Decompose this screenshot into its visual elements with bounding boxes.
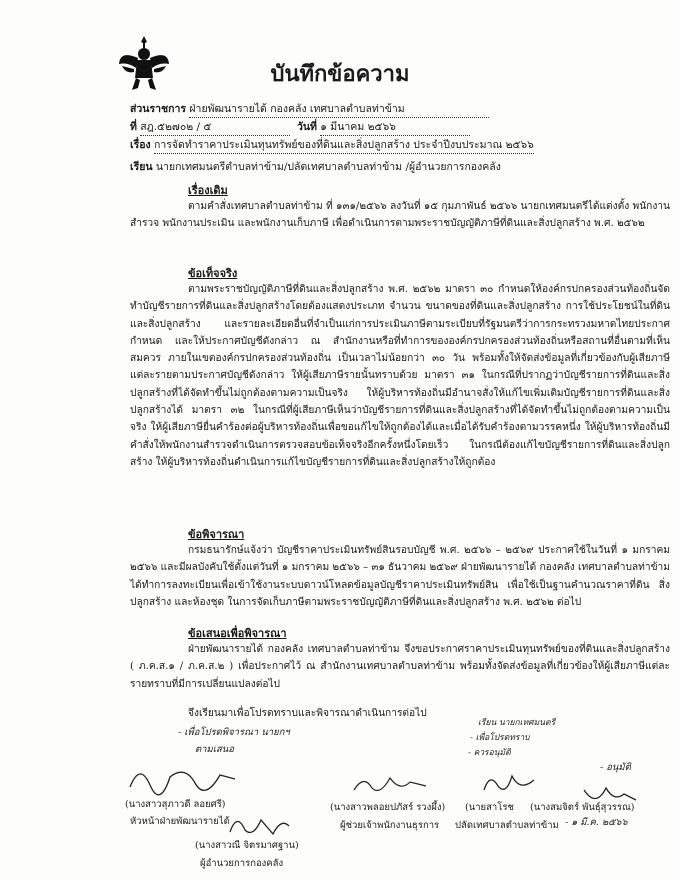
mayor-name: (นางสมจิตร์ พันธุ์สุวรรณ) xyxy=(530,802,635,813)
to-label: เรียน xyxy=(130,161,153,173)
background-text: ตามคำสั่งเทศบาลตำบลท่าข้าม ที่ ๑๓๑/๒๕๖๖ ลงวันที่ ๑๕ กุมภาพันธ์ ๒๕๖๖ นายกเทศมนตรีได้แต่งตั้ง พนักงานสำรวจ พนักงานประเมิน และพนักงานเก็บภาษี เพื่อดำเนินการตามพระราชบัญญัติภาษีที่ดินและสิ่งปลูกสร้าง พ.ศ. ๒๕๖๒ xyxy=(130,201,670,230)
deputy-name: (นายสาโรช xyxy=(465,802,514,813)
handwritten-note-for-info: - เพื่อโปรดทราบ xyxy=(470,733,530,743)
consideration-heading: ข้อพิจารณา xyxy=(188,528,245,541)
handwritten-note-dear-mayor: เรียน นายกเทศมนตรี xyxy=(478,718,556,728)
officer-name: (นางสาวพลอยปภัสร์ รวงผึ้ง) xyxy=(330,802,446,813)
facts-text: ตามพระราชบัญญัติภาษีที่ดินและสิ่งปลูกสร้าง พ.ศ. ๒๕๖๒ มาตรา ๓๐ กำหนดให้องค์กรปกครองส่วนท้องถิ่นจัดทำบัญชีรายการที่ดินและสิ่งปลูกสร้างโดยต้องแสดงประเภท จำนวน ขนาดของที่ดินและสิ่งปลูกสร้าง การใช้ประโยชน์ในที่ดินและสิ่งปลูกสร้าง และรายละเอียดอื่นที่จำเป็นแก่การประเมินภาษีตามระเบียบที่รัฐมนตรีว่าการกระทรวงมหาดไทยประกาศกำหนด และให้ประกาศบัญชีดังกล่าว ณ สำนักงานหรือที่ทำการขององค์กรปกครองส่วนท้องถิ่นหรือสถานที่อื่นตามที่เห็นสมควร ภายในเขตองค์กรปกครองส่วนท้องถิ่น เป็นเวลาไม่น้อยกว่า ๓๐ วัน พร้อมทั้งให้จัดส่งข้อมูลที่เกี่ยวข้องกับผู้เสียภาษีแต่ละรายตามประกาศบัญชีดังกล่าว ให้ผู้เสียภาษีรายนั้นทราบด้วย มาตรา ๓๑ ในกรณีที่ปรากฏว่าบัญชีรายการที่ดินและสิ่งปลูกสร้างที่ได้จัดทำขึ้นไม่ถูกต้องตามความเป็นจริง ให้ผู้บริหารท้องถิ่นมีอำนาจสั่งให้แก้ไขเพิ่มเติมบัญชีรายการที่ดินและสิ่งปลูกสร้างได้ มาตรา ๓๒ ในกรณีที่ผู้เสียภาษีเห็นว่าบัญชีรายการที่ดินและสิ่งปลูกสร้างที่ได้จัดทำขึ้นไม่ถูกต้องตามความเป็นจริง ให้ผู้เสียภาษียื่นคำร้องต่อผู้บริหารท้องถิ่นเพื่อขอแก้ไขให้ถูกต้องได้และเมื่อได้รับคำร้องตามวรรคหนึ่ง ให้ผู้บริหารท้องถิ่นมีคำสั่งให้พนักงานสำรวจดำเนินการตรวจสอบข้อเท็จจริงอีกครั้งหนึ่งโดยเร็ว ในกรณีต้องแก้ไขบัญชีรายการที่ดินและสิ่งปลูกสร้าง ให้ผู้บริหารท้องถิ่นดำเนินการแก้ไขบัญชีรายการที่ดินและสิ่งปลูกสร้างให้ถูกต้อง xyxy=(130,284,670,468)
handwritten-date-stamp: - ๑ มี.ค. ๒๕๖๖ xyxy=(565,817,628,828)
proposal-text: ฝ่ายพัฒนารายได้ กองคลัง เทศบาลตำบลท่าข้าม จึงขอประกาศราคาประเมินทุนทรัพย์ของที่ดินและสิ่งปลูกสร้าง ( ภ.ค.ส.๑ / ภ.ค.ส.๒ ) เพื่อประกาศไว้ ณ สำนักงานเทศบาลตำบลท่าข้าม พร้อมทั้งจัดส่งข้อมูลที่เกี่ยวข้องให้ผู้เสียภาษีแต่ละรายทราบที่มีการเปลี่ยนแปลงต่อไป xyxy=(130,644,670,690)
head-revenue-name: (นางสาวสุภาวดี ลอยศรี) xyxy=(125,799,226,810)
subject-value: การจัดทำราคาประเมินทุนทรัพย์ของที่ดินและสิ่งปลูกสร้าง ประจำปีงบประมาณ ๒๕๖๖ xyxy=(154,136,534,154)
director-position: ผู้อำนวยการกองคลัง xyxy=(200,858,284,869)
background-heading: เรื่องเดิม xyxy=(188,184,228,197)
handwritten-note-forward: - เพื่อโปรดพิจารณา นายกฯ xyxy=(178,727,290,738)
subject-row xyxy=(130,136,534,154)
memo-title: บันทึกข้อความ xyxy=(270,61,410,87)
agency-row xyxy=(130,100,489,118)
closing-line: จึงเรียนมาเพื่อโปรดทราบและพิจารณาดำเนินการต่อไป xyxy=(188,708,427,719)
signature-director xyxy=(225,810,295,840)
signature-head-revenue xyxy=(125,757,245,797)
agency-value: ฝ่ายพัฒนารายได้ กองคลัง เทศบาลตำบลท่าข้าม xyxy=(189,100,489,118)
to-value: นายกเทศมนตรีตำบลท่าข้าม/ปลัดเทศบาลตำบลท่าข้าม /ผู้อำนวยการกองคลัง xyxy=(155,161,501,173)
officer-position: ผู้ช่วยเจ้าพนักงานธุรการ xyxy=(340,820,440,831)
head-revenue-position: หัวหน้าฝ่ายพัฒนารายได้ xyxy=(130,816,230,827)
handwritten-note-agree: ตามเสนอ xyxy=(195,744,235,755)
ref-value: สฎ.๕๒๗๐๒ / ๕ xyxy=(140,118,290,136)
facts-heading: ข้อเท็จจริง xyxy=(188,267,238,280)
signature-officer xyxy=(350,770,430,800)
proposal-heading: ข้อเสนอเพื่อพิจารณา xyxy=(188,627,287,640)
subject-label: เรื่อง xyxy=(130,139,151,151)
handwritten-note-should-approve: - ควรอนุมัติ xyxy=(468,748,511,758)
date-label: วันที่ xyxy=(296,121,317,133)
director-name: (นางสาวณี จิตรมาศฐาน) xyxy=(195,840,299,851)
ref-label: ที่ xyxy=(130,121,137,133)
signature-deputy xyxy=(480,768,540,798)
date-value: ๑ มีนาคม ๒๕๖๖ xyxy=(320,118,470,136)
ref-date-row xyxy=(130,118,470,136)
agency-label: ส่วนราชการ xyxy=(130,103,187,115)
to-row xyxy=(130,158,501,175)
deputy-position: ปลัดเทศบาลตำบลท่าข้าม xyxy=(455,820,559,831)
consideration-text: กรมธนารักษ์แจ้งว่า บัญชีราคาประเมินทรัพย์สินรอบบัญชี พ.ศ. ๒๕๖๖ – ๒๕๖๙ ประกาศใช้ในวันที่ ๑ มกราคม ๒๕๖๖ และมีผลบังคับใช้ตั้งแต่วันที่ ๑ มกราคม ๒๕๖๖ – ๓๑ ธันวาคม ๒๕๖๙ ฝ่ายพัฒนารายได้ กองคลัง เทศบาลตำบลท่าข้าม ได้ทำการลงทะเบียนเพื่อเข้าใช้งานระบบดาวน์โหลดข้อมูลบัญชีราคาประเมินทรัพย์สิน เพื่อใช้เป็นฐานคำนวณราคาที่ดิน สิ่งปลูกสร้าง และห้องชุด ในการจัดเก็บภาษีตามพระราชบัญญัติภาษีที่ดินและสิ่งปลูกสร้าง พ.ศ. ๒๕๖๒ ต่อไป xyxy=(130,545,670,608)
handwritten-note-approve: - อนุมัติ xyxy=(600,762,631,773)
